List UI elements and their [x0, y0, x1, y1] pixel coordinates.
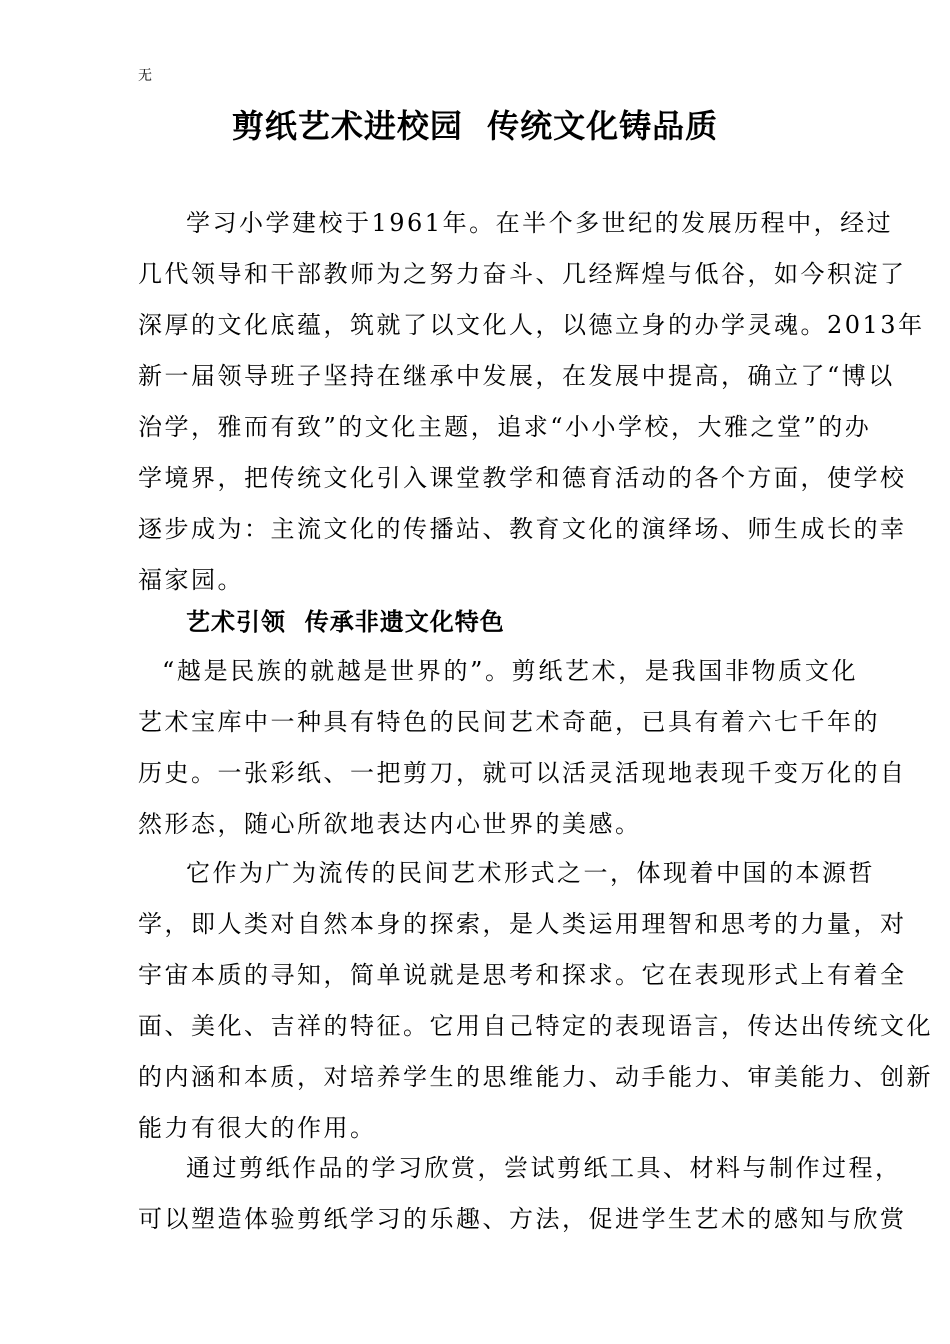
text-line: 学境界，把传统文化引入课堂教学和德育活动的各个方面，使学校	[138, 464, 907, 492]
text-line: 艺术宝库中一种具有特色的民间艺术奇葩，已具有着六七千年的	[138, 708, 880, 736]
text-line: 它作为广为流传的民间艺术形式之一，体现着中国的本源哲	[186, 859, 875, 887]
text-line: 可以塑造体验剪纸学习的乐趣、方法，促进学生艺术的感知与欣赏	[138, 1205, 907, 1233]
text-line: 福家园。	[138, 566, 244, 594]
text-line: 学，即人类对自然本身的探索，是人类运用理智和思考的力量，对	[138, 910, 907, 938]
paragraph-philosophy	[138, 848, 933, 1154]
text-line: 能力有很大的作用。	[138, 1114, 377, 1142]
text-line: 宇宙本质的寻知，简单说就是思考和探求。它在表现形式上有着全	[138, 961, 907, 989]
paragraph-learning	[138, 1143, 907, 1245]
text-line: 通过剪纸作品的学习欣赏，尝试剪纸工具、材料与制作过程，	[186, 1154, 902, 1182]
text-line: 的内涵和本质，对培养学生的思维能力、动手能力、审美能力、创新	[138, 1063, 933, 1091]
section-heading-block	[138, 597, 858, 648]
text-line: 新一届领导班子坚持在继承中发展，在发展中提高，确立了“博以	[138, 362, 895, 390]
text-line: 学习小学建校于1961年。在半个多世纪的发展历程中，经过	[186, 209, 894, 237]
text-line: “越是民族的就越是世界的”。剪纸艺术，是我国非物质文化	[162, 657, 858, 685]
document-title: 剪纸艺术进校园 传统文化铸品质	[231, 107, 719, 145]
text-line: 治学，雅而有致”的文化主题，追求“小小学校，大雅之堂”的办	[138, 413, 872, 441]
text-line: 几代领导和干部教师为之努力奋斗、几经辉煌与低谷，如今积淀了	[138, 260, 907, 288]
text-line: 深厚的文化底蕴，筑就了以文化人，以德立身的办学灵魂。2013年	[138, 311, 925, 339]
text-line: 历史。一张彩纸、一把剪刀，就可以活灵活现地表现千变万化的自	[138, 759, 907, 787]
text-line: 逐步成为：主流文化的传播站、教育文化的演绎场、师生成长的幸	[138, 515, 907, 543]
paragraph-folk-art	[138, 646, 907, 850]
text-line: 面、美化、吉祥的特征。它用自己特定的表现语言，传达出传统文化	[138, 1012, 933, 1040]
text-line: 然形态，随心所欲地表达内心世界的美感。	[138, 810, 642, 838]
header-mark: 无	[138, 68, 152, 84]
paragraph-intro	[138, 198, 925, 606]
section-subheading: 艺术引领 传承非遗文化特色	[186, 608, 505, 636]
